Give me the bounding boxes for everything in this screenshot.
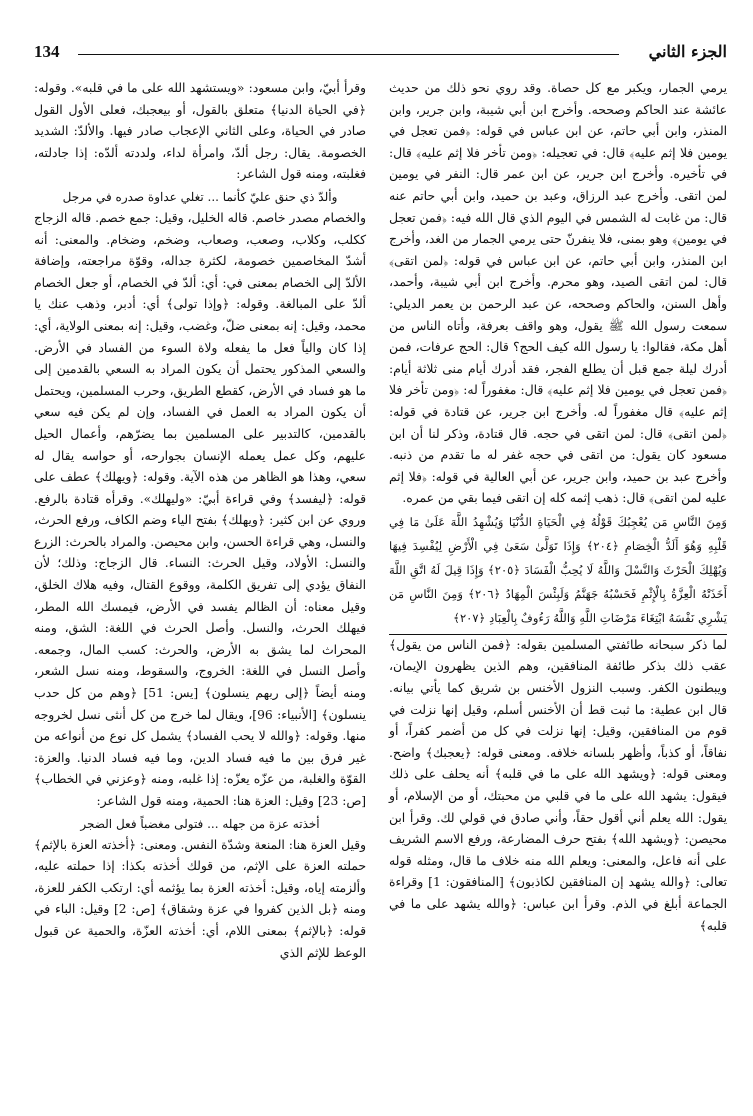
poem-verse: أخذته عزة من جهله ... فتولى مغضباً فعل الضجر (80, 816, 320, 831)
poem-verse: وألدّ ذي حنق عليّ كأنما ... تغلي عداوة صدره في مرجل (62, 189, 338, 204)
paragraph: والخصام مصدر خاصم. قاله الخليل، وقيل: جمع خصم. قاله الزجاج ككلب، وكلاب، وصعب، وصعاب، وضخم، وضخام. والمعنى: أنه أشدّ المخاصمين خصومة، لكثرة جداله، وقوّة مراجعته، وإضافة الألدّ إلى الخصام بمعنى في: أي: ألدّ في الخصام، أو جعل الخصام ألدّ على المبالغة. وقوله: ﴿وإذا تولى﴾ أي: أدبر، وذهب عنك يا محمد، وقيل: إنه بمعنى ضلّ، وغضب، وقيل: إنه بمعنى الولاية، أي: إذا كان والياً فعل ما يفعله ولاة السوء من الفساد في الأرض. والسعي المذكور يحتمل أن يكون المراد به السعي بالقدمين إلى ما هو فساد في الأرض، كقطع الطريق، وحرب المسلمين، ويحتمل أن يكون المراد به العمل في الفساد، وإن لم يكن فيه سعي بالقدمين، كالتدبير على المسلمين بما يضرّهم، وأعمال الحيل عليهم، وكل عمل يعمله الإنسان بجوارحه، أو حواسه يقال له سعي، وهذا هو الظاهر من هذه الآية. وقوله: ﴿ويهلك﴾ عطف على قوله: ﴿ليفسد﴾ وفي قراءة أبيّ: «وليهلك». وقرأه قتادة بالرفع. وروي عن ابن كثير: ﴿ويهلك﴾ بفتح الياء وضم الكاف، ورفع الحرث، والنسل، وهي قراءة الحسن، وابن محيصن. والمراد بالحرث: الزرع والنسل: الأولاد، وقيل الحرث: النساء. قال الزجاج: وذلك؛ لأن النفاق يؤدي إلى تفريق الكلمة، ووقوع القتال، وفيه هلاك الخلق، وقيل معناه: أن الظالم يفسد في الأرض، فيمسك الله المطر، فيهلك الحرث، والنسل. وأصل الحرث في اللغة: الشق، ومنه المحراث لما يشق به الأرض، والحرث: كسب المال، وجمعه. وأصل النسل في اللغة: الخروج، والسقوط، ومنه نسل الشعر، ومنه أيضاً ﴿إلى ربهم ينسلون﴾ [يس: 51] ﴿وهم من كل حدب ينسلون﴾ [الأنبياء: 96]، ويقال لما خرج من كل أنثى نسل لخروجه منها. وقوله: ﴿والله لا يحب الفساد﴾ يشمل كل نوع من أنواعه من غير فرق بين ما فيه فساد الدين، وما فيه فساد الدنيا. والعزة: القوّة والغلبة، من عزّه يعزّه: إذا غلبه، ومنه ﴿وعزني في الخطاب﴾ [ص: 23] وقيل: العزة هنا: الحمية، ومنه قول الشاعر: (34, 210, 367, 808)
quran-verse-block: وَمِنَ النَّاسِ مَن يُعْجِبُكَ قَوْلُهُ فِي الْحَيَاةِ الدُّنْيَا وَيُشْهِدُ اللَّهَ عَلَىٰ مَا فِي قَلْبِهِ وَهُوَ أَلَدُّ الْخِصَامِ ﴿٢٠٤﴾ وَإِذَا تَوَلَّىٰ سَعَىٰ فِي الْأَرْضِ لِيُفْسِدَ فِيهَا وَيُهْلِكَ الْحَرْثَ وَالنَّسْلَ وَاللَّهُ لَا يُحِبُّ الْفَسَادَ ﴿٢٠٥﴾ وَإِذَا قِيلَ لَهُ اتَّقِ اللَّهَ أَخَذَتْهُ الْعِزَّةُ بِالْإِثْمِ فَحَسْبُهُ جَهَنَّمُ وَلَبِئْسَ الْمِهَادُ ﴿٢٠٦﴾ وَمِنَ النَّاسِ مَن يَشْرِي نَفْسَهُ ابْتِغَاءَ مَرْضَاتِ اللَّهِ وَاللَّهُ رَءُوفٌ بِالْعِبَادِ ﴿٢٠٧﴾ (389, 510, 727, 635)
paragraph: لما ذكر سبحانه طائفتي المسلمين بقوله: ﴿فمن الناس من يقول﴾ عقب ذلك بذكر طائفة المنافقين، وهم الذين يظهرون الإيمان، ويبطنون الكفر. وسبب النزول الأخنس بن شريق كما يأتي بيانه. قال ابن عطية: ما ثبت قط أن الأخنس أسلم، وقيل إنها نزلت في قوم من المنافقين، وقيل: إنها نزلت في كل من أضمر كفراً، أو نفاقاً، أو كذباً، وأظهر بلسانه خلافه. ومعنى قوله: ﴿يعجبك﴾ واضح. ومعنى قوله: ﴿ويشهد الله على ما في قلبه﴾ أنه يحلف على ذلك فيقول: يشهد الله على ما في قلبي من محبتك، أو من الإسلام، أو يقول: الله يعلم أني أقول حقاً، وأني صادق في قولي لك. وقرأ ابن محيصن: ﴿ويشهد الله﴾ بفتح حرف المضارعة، ورفع الاسم الشريف على أنه فاعل، والمعنى: ويعلم الله منه خلاف ما قال، ومثله قوله تعالى: ﴿والله يشهد إن المنافقين لكاذبون﴾ [المنافقون: 1] وقراءة الجماعة أبلغ في الذم. وقرأ ابن عباس: ﴿والله يشهد على ما في قلبه﴾ (389, 637, 728, 933)
left-column (34, 78, 366, 964)
paragraph: وقيل العزة هنا: المنعة وشدّة النفس. ومعنى: ﴿أخذته العزة بالإثم﴾ حملته العزة على الإثم، من قولك أخذته بكذا: إذا حملته عليه، وألزمته إياه، وقيل: أخذته العزة بما يؤثمه أي: ارتكب الكفر للعزة، ومنه ﴿بل الذين كفروا في عزة وشقاق﴾ [ص: 2] وقيل: الباء في قوله: ﴿بالإثم﴾ بمعنى اللام، أي: أخذته العزّة، والحمية عن قبول الوعظ للإثم الذي (34, 837, 366, 960)
paragraph: وقرأ أبيّ، وابن مسعود: «ويستشهد الله على ما في قلبه». وقوله: ﴿في الحياة الدنيا﴾ متعلق بالقول، أو بيعجبك، فعلى الأول القول صادر في الحياة، وعلى الثاني الإعجاب صادر فيها. والألدّ: الشديد الخصومة. يقال: رجل ألدّ، وامرأة لداء، ولددته ألدّه: إذا جادلته، فغلبته، ومنه قول الشاعر: (34, 81, 366, 182)
page-number: 134 (34, 42, 60, 61)
part-title: الجزء الثاني (648, 42, 727, 61)
page-header (34, 42, 727, 66)
paragraph: يرمي الجمار، ويكبر مع كل حصاة. وقد روي نحو ذلك من حديث عائشة عند الحاكم وصححه. وأخرج ابن أبي شيبة، وابن جرير، وابن المنذر، وابن أبي حاتم، عن ابن عباس في قوله: ﴿فمن تعجل في يومين فلا إثم عليه﴾ قال: في تعجيله: ﴿ومن تأخر فلا إثم عليه﴾ قال: في تأخيره. وأخرج ابن جرير، عن ابن عمر قال: النفر في يومين لمن اتقى. وأخرج عبد الرزاق، وعبد بن حميد، وابن أبي حاتم عنه قال: من غابت له الشمس في اليوم الذي قال الله فيه: ﴿فمن تعجل في يومين﴾ وهو بمنى، فلا ينفرنّ حتى يرمي الجمار من الغد، وأخرج ابن المنذر، وابن أبي حاتم، عن ابن عباس في قوله: ﴿لمن اتقى﴾ قال: لمن اتقى الصيد، وهو محرم. وأخرج ابن أبي شيبة، وأحمد، وأهل السنن، والحاكم وصححه، عن عبد الرحمن بن يعمر الديلي: سمعت رسول الله ﷺ يقول، وهو واقف بعرفة، وأتاه الناس من أهل مكة، فقالوا: يا رسول الله كيف الحج؟ قال: الحج عرفات، فمن أدرك ليلة جمع قبل أن يطلع الفجر، فقد أدرك أيام منى ثلاثة أيام: ﴿فمن تعجل في يومين فلا إثم عليه﴾ قال: مغفوراً له: ﴿ومن تأخر فلا إثم عليه﴾ قال مغفوراً له. وأخرج ابن جرير، عن قتادة في قوله: ﴿لمن اتقى﴾ قال: لمن اتقى في حجه. قال قتادة، وذكر لنا أن ابن مسعود كان يقول: من اتقى في حجه غفر له ما تقدم من ذنبه. وأخرج عبد بن حميد، وابن جرير، عن أبي العالية في قوله: ﴿فلا إثم عليه لمن اتقى﴾ قال: ذهب إثمه كله إن اتقى فيما بقي من عمره. (389, 81, 727, 506)
header-rule (78, 54, 619, 55)
right-column (389, 78, 727, 937)
